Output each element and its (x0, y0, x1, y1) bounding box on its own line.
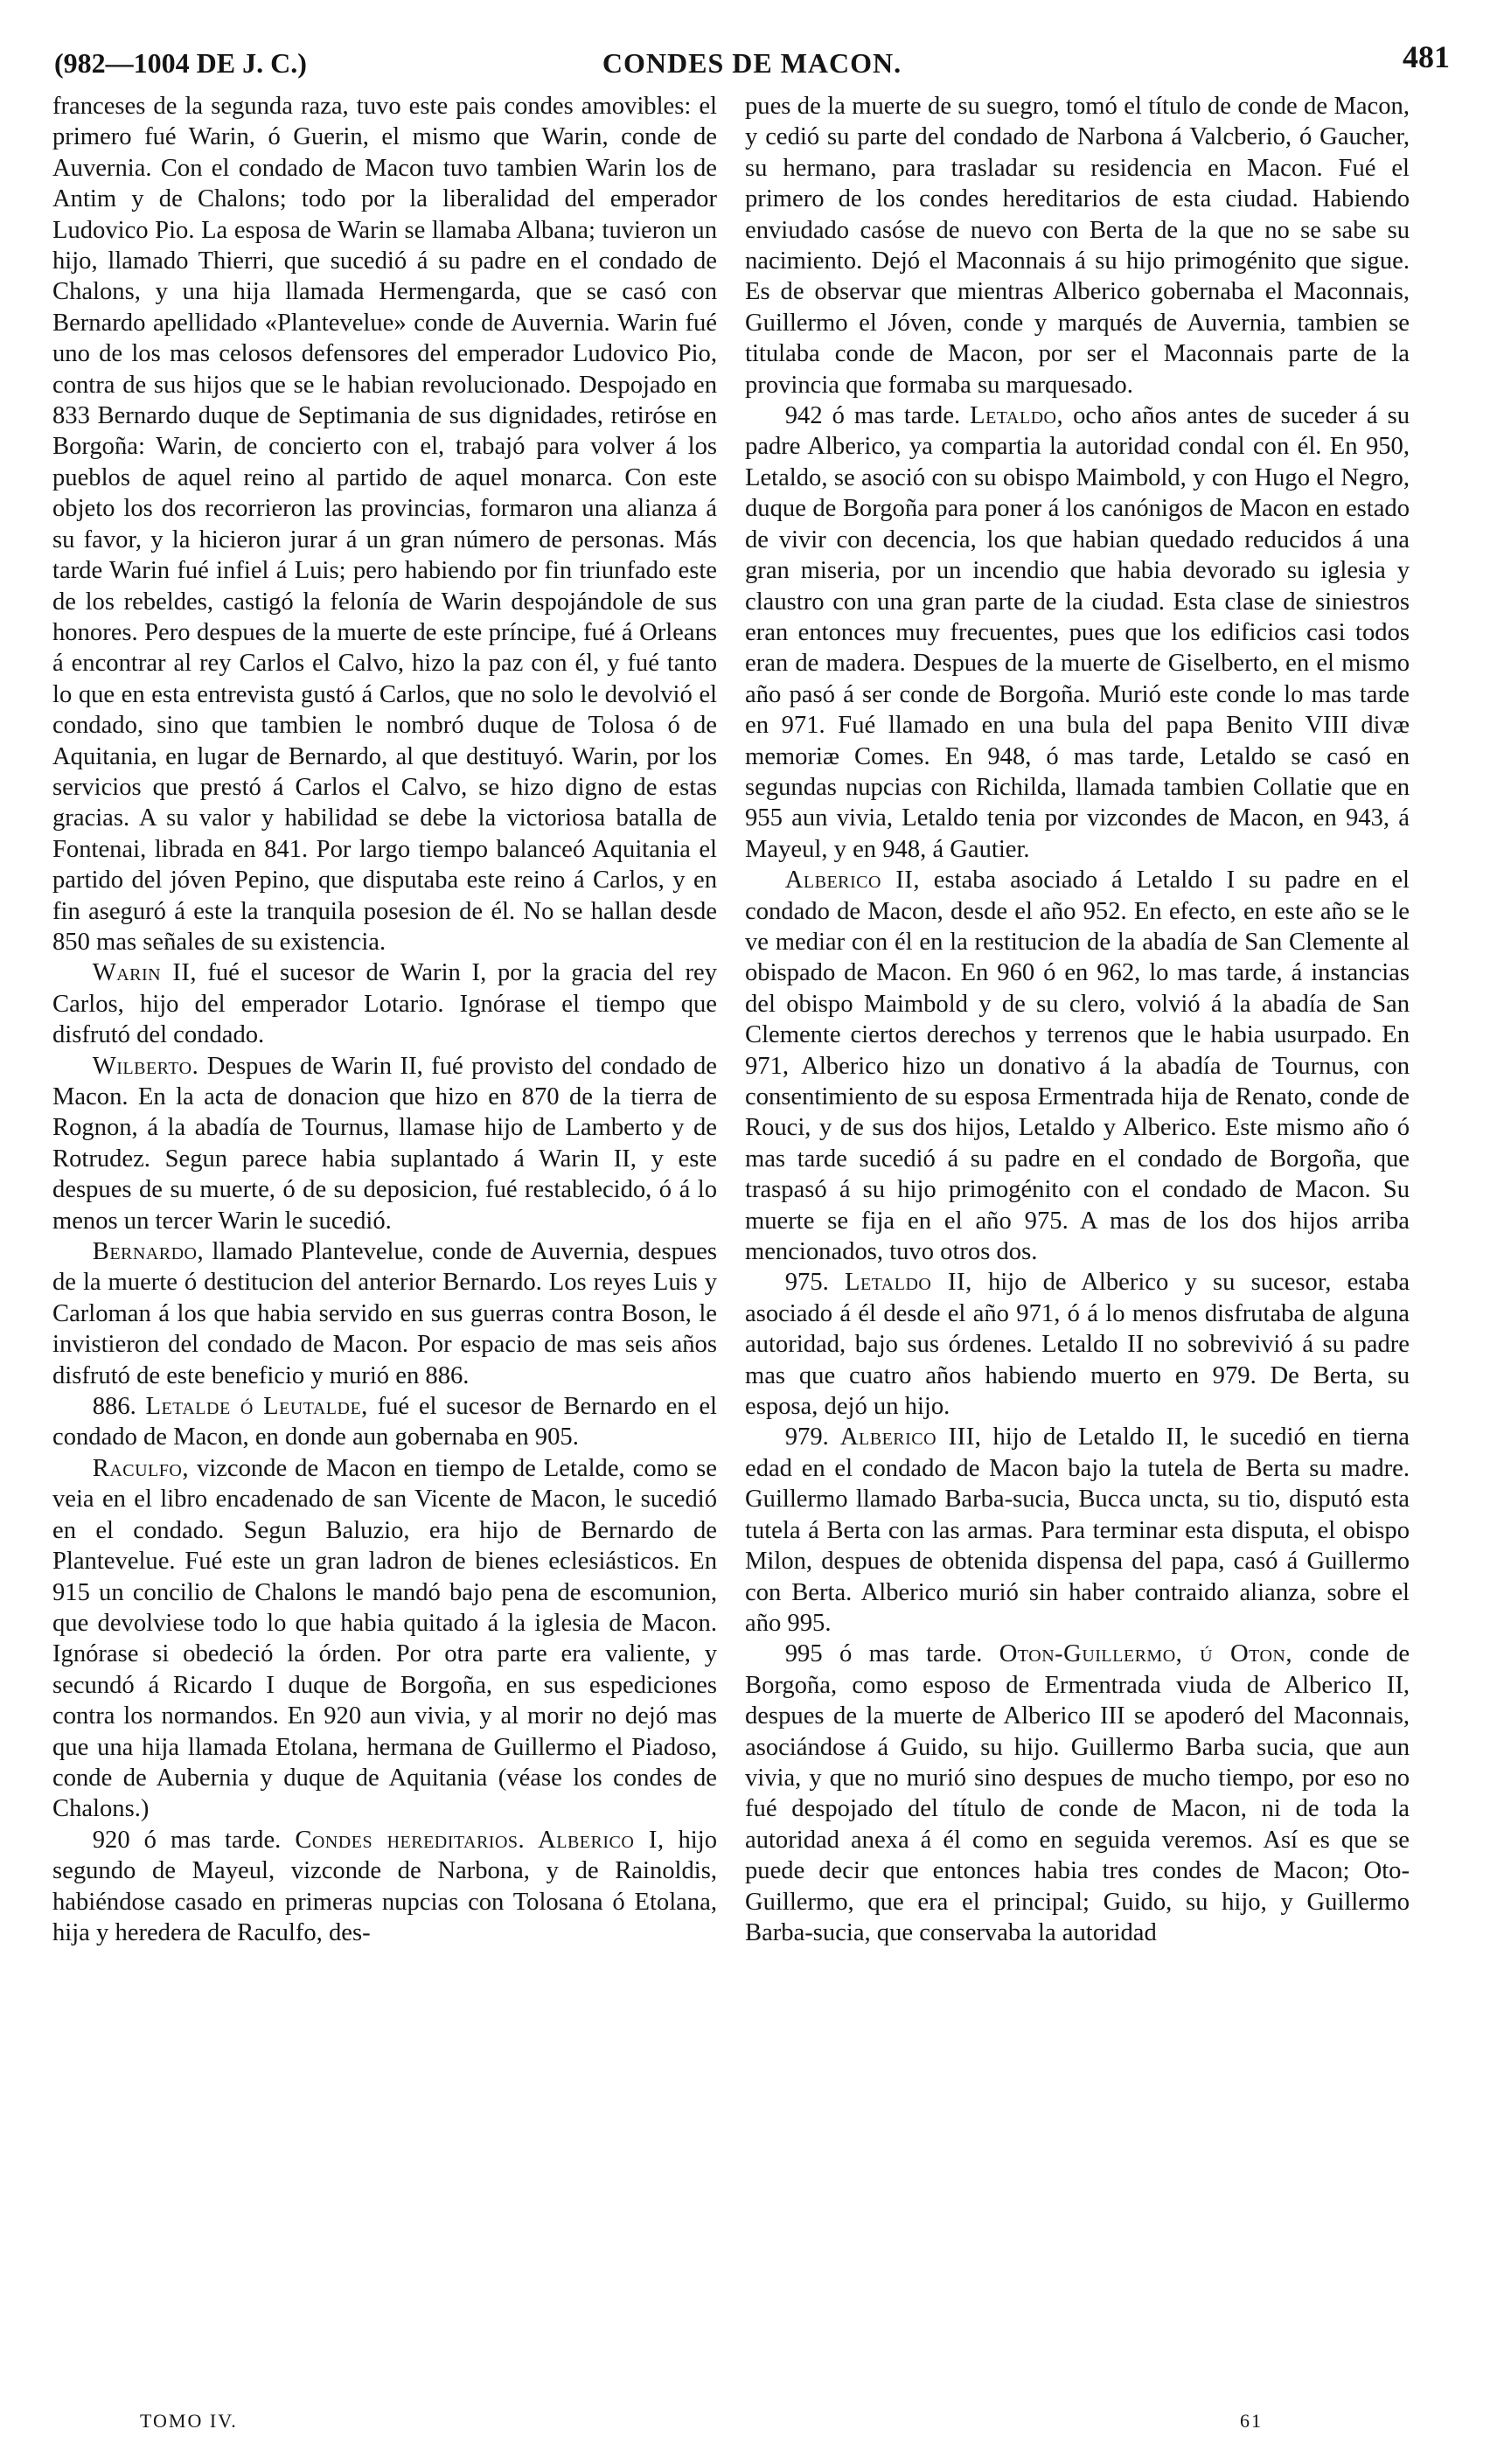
entry-text: , fué el sucesor de Warin I, por la gracia del rey Carlos, hijo del emperador Lotario. Ignórase el tiempo que disfrutó del condado. (52, 959, 717, 1049)
entry-name: Letalde ó Leutalde, (145, 1393, 368, 1421)
entry-paragraph (745, 865, 1410, 1267)
footer-signature: 61 (1240, 2410, 1263, 2432)
entry-text: ocho años antes de suceder á su padre Alberico, ya compartia la autoridad condal con él. En 950, Letaldo, se asoció con su obispo Maimbold, y con Hugo el Negro, duque de Borgoña para poner á los canónigos de Macon en estado de vivir con decencia, los que habian quedado reducidos á una gran miseria, por un incendio que habia devorado su iglesia y claustro con una gran parte de la ciudad. Esta clase de siniestros eran entonces muy frecuentes, pues que los edificios casi todos eran de madera. Despues de la muerte de Giselberto, en el mismo año pasó á ser conde de Borgoña. Murió este conde lo mas tarde en 971. Fué llamado en una bula del papa Benito VIII divæ memoriæ Comes. En 948, ó mas tarde, Letaldo se casó en segundas nupcias con Richilda, llamada tambien Collatie que en 955 aun vivia, Letaldo tenia por vizcondes de Macon, en 943, á Mayeul, y en 948, á Gautier. (745, 402, 1410, 863)
entry-lead: 886. (92, 1393, 146, 1421)
entry-name: Letaldo, (970, 402, 1064, 430)
entry-text: Despues de Warin II, fué provisto del condado de Macon. En la acta de donacion que hizo en 870 de la tierra de Rognon, á la abadía de Tournus, llamase hijo de Lamberto y de Rotrudez. Segun parece habia suplantado á Warin II, y este despues de su muerte, ó de su deposicion, fué restablecido, ó á lo menos un tercer Warin le sucedió. (52, 1052, 717, 1235)
left-column (52, 91, 717, 2399)
entry-paragraph (52, 957, 717, 1050)
entry-text: hijo segundo de Mayeul, vizconde de Narbona, y de Rainoldis, habiéndose casado en primeras nupcias con Tolosana ó Etolana, hija y heredera de Raculfo, des- (52, 1826, 717, 1946)
entry-paragraph (52, 1236, 717, 1391)
entry-paragraph (52, 1051, 717, 1236)
entry-lead: 979. (784, 1423, 840, 1451)
entry-text: vizconde de Macon en tiempo de Letalde, como se veia en el libro encadenado de san Vicente de Macon, le sucedió en el condado. Segun Baluzio, era hijo de Bernardo de Plantevelue. Fué este un gran ladron de bienes eclesiásticos. En 915 un concilio de Chalons le mandó bajo pena de escomunion, que devolviese todo lo que habia quitado á la iglesia de Macon. Ignórase si obedeció la órden. Por otra parte era valiente, y secundó á Ricardo I duque de Borgoña, en sus espediciones contra los normandos. En 920 aun vivia, y al morir no dejó mas que una hija llamada Etolana, hermana de Guillermo el Piadoso, conde de Aubernia y duque de Aquitania (véase los condes de Chalons.) (52, 1454, 717, 1823)
paragraph-text: pues de la muerte de su suegro, tomó el título de conde de Macon, y cedió su parte del condado de Narbona á Valcberio, ó Gaucher, su hermano, para trasladar su residencia en Macon. Fué el primero de los condes hereditarios de esta ciudad. Habiendo enviudado casóse de nuevo con Berta de la que no se sabe su nacimiento. Dejó el Maconnais á su hijo primogénito que sigue. Es de observar que mientras Alberico gobernaba el Maconnais, Guillermo el Jóven, conde y marqués de Auvernia, tambien se titulaba conde de Macon, por ser el Maconnais parte de la provincia que formaba su marquesado. (745, 93, 1410, 399)
entry-paragraph (745, 1267, 1410, 1422)
footer-volume: TOMO IV. (140, 2410, 238, 2432)
entry-text: hijo de Alberico y su sucesor, estaba asociado á él desde el año 971, ó á lo menos disfrutaba de alguna autoridad, bajo sus órdenes. Letaldo II no sobrevivió á su padre mas que cuatro años habiendo muerto en 979. De Berta, su esposa, dejó un hijo. (745, 1269, 1410, 1421)
entry-paragraph (745, 1639, 1410, 1948)
entry-name: Alberico II, (784, 867, 920, 894)
header-date-range: (982—1004 DE J. C.) (54, 47, 307, 79)
entry-text: llamado Plantevelue, conde de Auvernia, despues de la muerte ó destitucion del anterior Bernardo. Los reyes Luis y Carloman á los que habia servido en sus guerras contra Boson, le invistieron del condado de Macon. Por espacio de mas seis años disfrutó de este beneficio y murió en 886. (52, 1238, 717, 1389)
entry-name: Alberico III, (839, 1423, 982, 1451)
entry-paragraph (52, 1453, 717, 1825)
entry-text: hijo de Letaldo II, le sucedió en tierna edad en el condado de Macon bajo la tutela de Berta su madre. Guillermo llamado Barba-sucia, Bucca uncta, su tio, disputó esta tutela á Berta con las armas. Para terminar esta disputa, el obispo Milon, despues de obtenida dispensa del papa, casó á Guillermo con Berta. Alberico murió sin haber contraido alianza, sobre el año 995. (745, 1423, 1410, 1637)
paragraph (745, 91, 1410, 400)
entry-name: Bernardo, (92, 1238, 205, 1266)
entry-lead: 920 ó mas tarde. (92, 1826, 296, 1854)
page-number: 481 (1403, 39, 1450, 74)
entry-paragraph (52, 1391, 717, 1453)
entry-name: Letaldo II, (845, 1269, 972, 1297)
entry-lead: 975. (784, 1269, 845, 1297)
entry-lead: 942 ó mas tarde. (784, 402, 971, 430)
entry-text: conde de Borgoña, como esposo de Ermentrada viuda de Alberico II, despues de la muerte de Alberico III se apoderó del Maconnais, asociándose á Guido, su hijo. Guillermo Barba sucia, que aun vivia, y que no murió sino despues de mucho tiempo, por eso no fué despojado del título de conde de Macon, ni de toda la autoridad anexa á él como en seguida veremos. Así es que se puede decir que entonces habia tres condes de Macon; Oto-Guillermo, que era el principal; Guido, su hijo, y Guillermo Barba-sucia, que conservaba la autoridad (745, 1640, 1410, 1946)
paragraph-text: franceses de la segunda raza, tuvo este pais condes amovibles: el primero fué Warin, ó Guerin, el mismo que Warin, conde de Auvernia. Con el condado de Macon tuvo tambien Warin los de Antim y de Chalons; todo por la liberalidad del emperador Ludovico Pio. La esposa de Warin se llamaba Albana; tuvieron un hijo, llamado Thierri, que sucedió á su padre en el condado de Chalons, y una hija llamada Hermengarda, que se casó con Bernardo apellidado «Plantevelue» conde de Auvernia. Warin fué uno de los mas celosos defensores del emperador Ludovico Pio, contra de sus hijos que se le habian revolucionado. Despojado en 833 Bernardo duque de Septimania de sus dignidades, retiróse en Borgoña: Warin, de concierto con el, trabajó para volver á los pueblos de aquel reino al partido de aquel monarca. Con este objeto los dos recorrieron las provincias, formaron una alianza á su favor, y la hicieron jurar á un gran número de personas. Más tarde Warin fué infiel á Luis; pero habiendo por fin triunfado este de los rebeldes, castigó la felonía de Warin despojándole de sus honores. Pero despues de la muerte de este príncipe, fué á Orleans á encontrar al rey Carlos el Calvo, hizo la paz con él, y fué tanto lo que en esta entrevista gustó á Carlos, que no solo le devolvió el condado, sino que tambien le nombró duque de Tolosa ó de Aquitania, en lugar de Bernardo, al que destituyó. Warin, por los servicios que prestó á Carlos el Calvo, se hizo digno de estas gracias. A su valor y habilidad se debe la victoriosa batalla de Fontenai, librada en 841. Por largo tiempo balanceó Aquitania el partido del jóven Pepino, que disputaba este reino á Carlos, y en fin aseguró á este la tranquila posesion de él. No se hallan desde 850 mas señales de su existencia. (52, 93, 717, 956)
right-column (745, 91, 1410, 2399)
entry-paragraph (745, 400, 1410, 865)
paragraph (52, 91, 717, 957)
entry-name: Condes hereditarios. Alberico I, (295, 1826, 665, 1854)
entry-lead: 995 ó mas tarde. (784, 1640, 999, 1668)
page-header (54, 38, 1450, 86)
header-title: CONDES DE MACON. (602, 47, 902, 79)
entry-text: estaba asociado á Letaldo I su padre en el condado de Macon, desde el año 952. En efecto, en este año se le ve mediar con él en la restitucion de la abadía de San Clemente al obispado de Macon. En 960 ó en 962, lo mas tarde, á instancias del obispo Maimbold y de su clero, volvió á la abadía de San Clemente ciertos derechos y terrenos que le habia usurpado. En 971, Alberico hizo un donativo á la abadía de Tournus, con consentimiento de su esposa Ermentrada hija de Renato, conde de Rouci, y de sus dos hijos, Letaldo y Alberico. Este mismo año ó mas tarde sucedió á su padre en el condado de Borgoña, que traspasó á su hijo primogénito con el condado de Macon. Su muerte se fija en el año 975. A mas de los dos hijos arriba mencionados, tuvo otros dos. (745, 867, 1410, 1266)
entry-name: Wilberto. (92, 1052, 199, 1080)
entry-name: Oton-Guillermo, ú Oton, (999, 1640, 1293, 1668)
entry-text: fué el sucesor de Bernardo en el condado de Macon, en donde aun gobernaba en 905. (52, 1393, 717, 1451)
entry-paragraph (745, 1422, 1410, 1639)
entry-name: Raculfo, (92, 1454, 189, 1482)
entry-name: Warin II (92, 959, 191, 987)
entry-paragraph (52, 1825, 717, 1949)
